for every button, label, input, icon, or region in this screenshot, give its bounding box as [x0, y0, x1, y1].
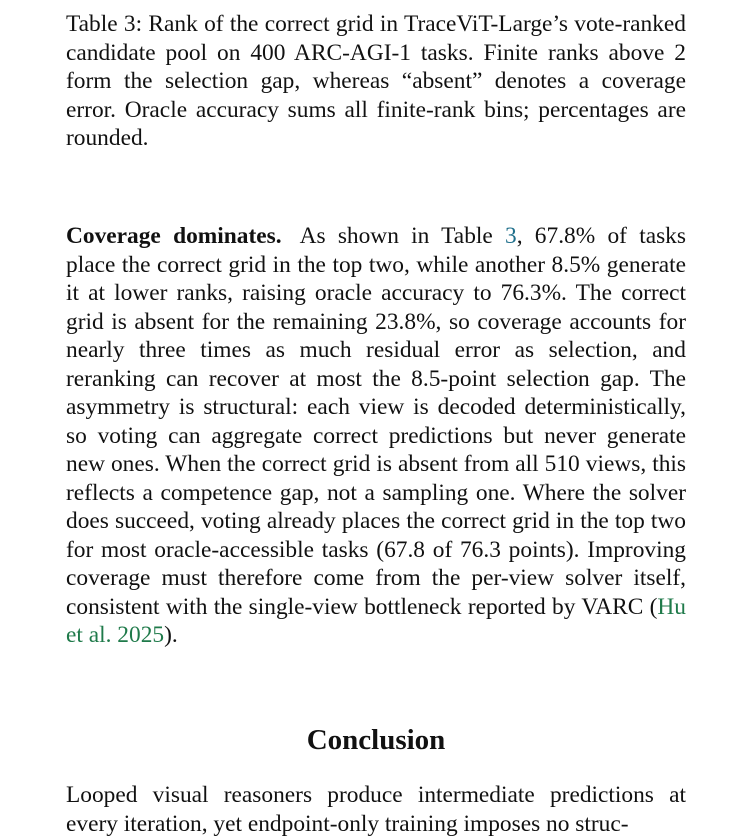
- citation-link[interactable]: Hu et al. 2025: [66, 593, 686, 648]
- table-caption: Table 3: Rank of the correct grid in TraceViT-Large’s vote-ranked candidate pool on 400 ARC-AGI-1 tasks. Finite ranks above 2 form the selection gap, whereas “absent” denotes a coverage error. Oracle accuracy sums all finite-rank bins; percentages are rounded.: [66, 11, 686, 151]
- runin-title: Coverage dominates.: [66, 223, 282, 249]
- section-heading-conclusion: Conclusion: [306, 724, 446, 756]
- table-reference-link[interactable]: 3: [505, 223, 517, 249]
- conclusion-paragraph: Looped visual reasoners produce intermediate predictions at every iteration, yet endpoint-only training imposes no struc-: [66, 782, 686, 837]
- paragraph-text-body: , 67.8% of tasks place the correct grid in the top two, while another 8.5% generate it at lower ranks, raising oracle accuracy to 76.3%. The correct grid is absent for the remaining 23.8%, so coverage accounts for nearly three times as much residual error as selection, and reranking can recover at most the 8.5-point selection gap. The asymmetry is structural: each view is decoded deterministically, so voting can aggregate correct predictions but never generate new ones. When the correct grid is absent from all 510 views, this reflects a competence gap, not a sampling one. Where the solver does succeed, voting already places the correct grid in the top two for most oracle-accessible tasks (67.8 of 76.3 points). Improving coverage must therefore come from the per-view solver itself, consistent with the single-view bottleneck reported by VARC (: [66, 223, 686, 620]
- paragraph-text-start: As shown in Table: [299, 223, 506, 249]
- coverage-paragraph: [66, 222, 686, 650]
- paragraph-text-end: ).: [164, 622, 178, 648]
